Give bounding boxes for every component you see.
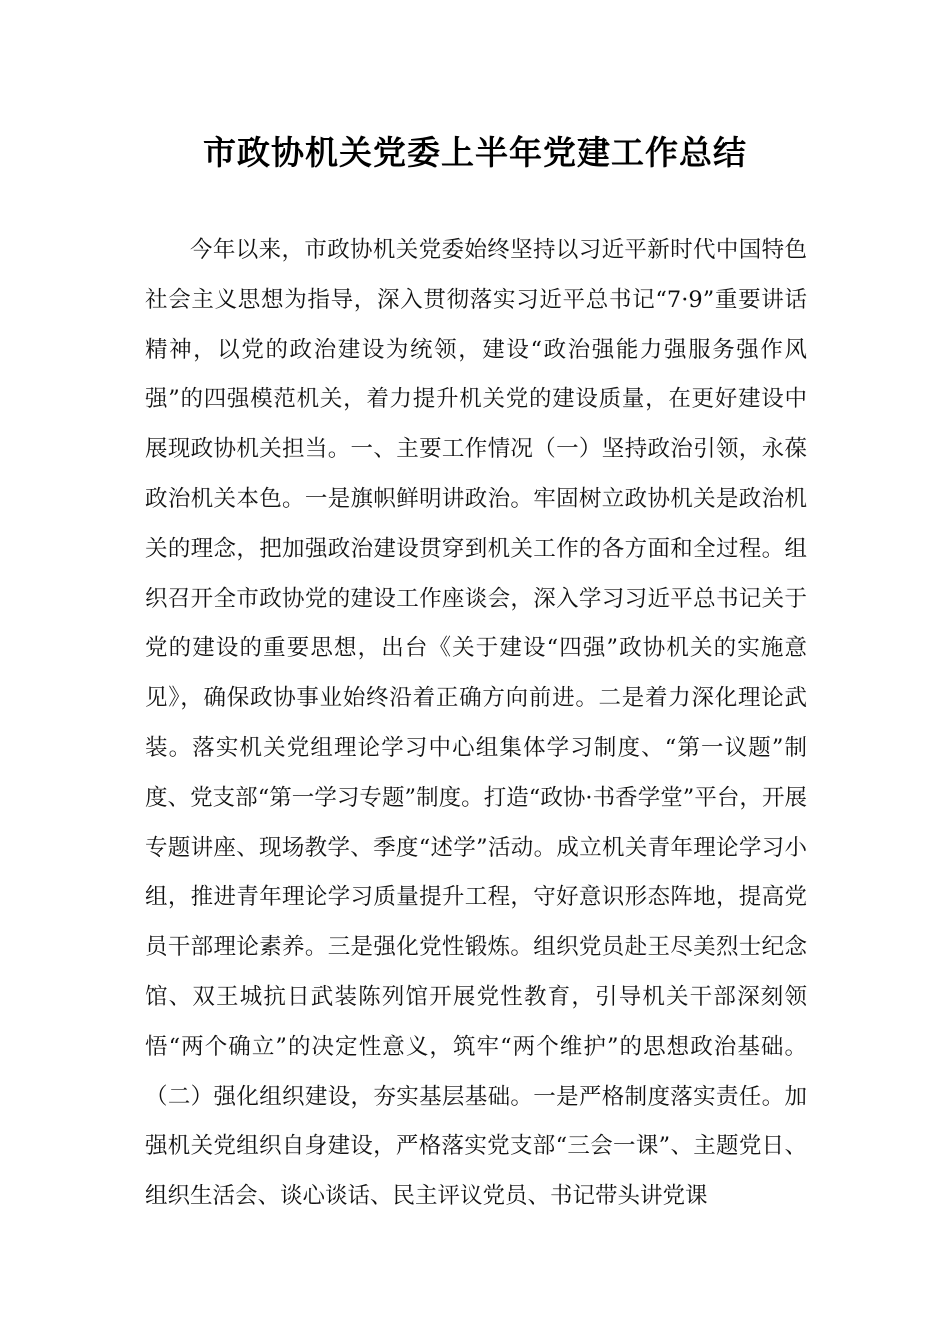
body-paragraph: 今年以来，市政协机关党委始终坚持以习近平新时代中国特色社会主义思想为指导，深入贯彻落实习近平总书记“7·9”重要讲话精神，以党的政治建设为统领，建设“政治强能力强服务强作风强”的四强模范机关，着力提升机关党的建设质量，在更好建设中展现政协机关担当。一、主要工作情况（一）坚持政治引领，永葆政治机关本色。一是旗帜鲜明讲政治。牢固树立政协机关是政治机关的理念，把加强政治建设贯穿到机关工作的各方面和全过程。组织召开全市政协党的建设工作座谈会，深入学习习近平总书记关于党的建设的重要思想，出台《关于建设“四强”政协机关的实施意见》，确保政协事业始终沿着正确方向前进。二是着力深化理论武装。落实机关党组理论学习中心组集体学习制度、“第一议题”制度、党支部“第一学习专题”制度。打造“政协·书香学堂”平台，开展专题讲座、现场教学、季度“述学”活动。成立机关青年理论学习小组，推进青年理论学习质量提升工程，守好意识形态阵地，提高党员干部理论素养。三是强化党性锻炼。组织党员赴王尽美烈士纪念馆、双王城抗日武装陈列馆开展党性教育，引导机关干部深刻领悟“两个确立”的决定性意义，筑牢“两个维护”的思想政治基础。（二）强化组织建设，夯实基层基础。一是严格制度落实责任。加强机关党组织自身建设，严格落实党支部“三会一课”、主题党日、组织生活会、谈心谈话、民主评议党员、书记带头讲党课 <box>145 237 807 1210</box>
document-title: 市政协机关党委上半年党建工作总结 <box>203 133 747 172</box>
